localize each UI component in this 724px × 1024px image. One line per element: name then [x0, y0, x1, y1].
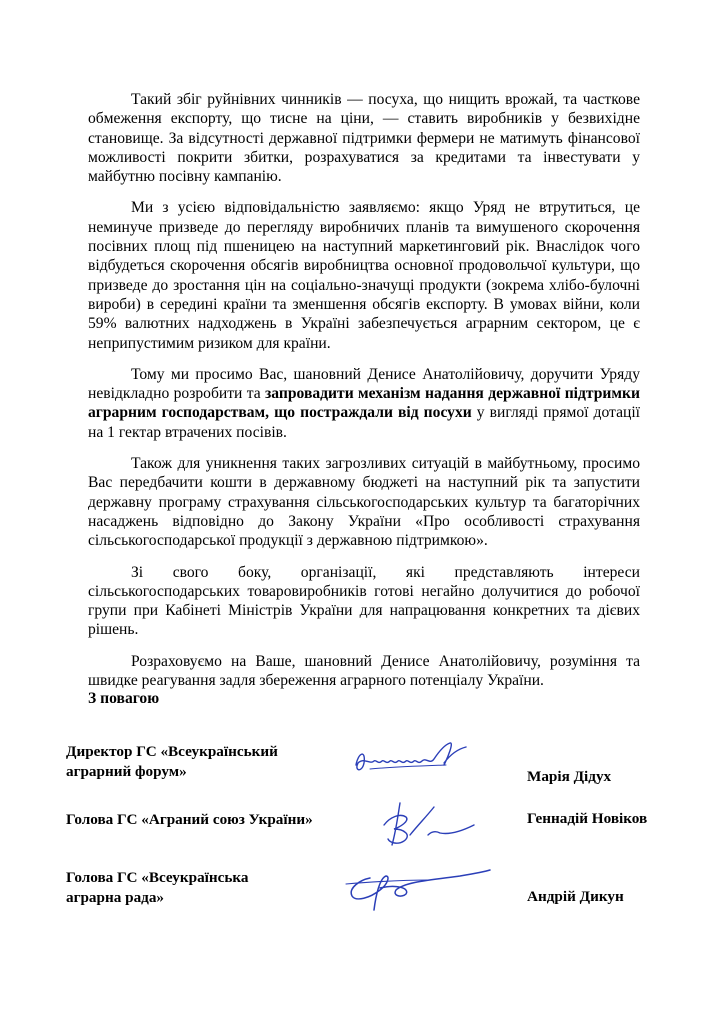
- paragraph-1: Такий збіг руйнівних чинників — посуха, що нищить врожай, та часткове обмеження експорту, що тисне на ціни, — ставить виробників у безвихідне становище. За відсутності державної підтримки фермери не матимуть фінансової можливості покрити збитки, розрахуватися за кредитами та інвестувати у майбутню посівну кампанію.: [88, 91, 640, 186]
- signatory-2-name: Геннадій Новіков: [527, 810, 648, 827]
- signature-1-icon: [350, 735, 475, 785]
- signatory-1-name: Марія Дідух: [527, 768, 612, 785]
- letter-body: [88, 90, 640, 702]
- paragraph-5: Зі свого боку, організації, які представляють інтереси сільськогосподарських товаровиробників готові негайно долучитися до робочої групи при Кабінеті Міністрів України для напрацювання конкретних та дієвих рішень.: [88, 563, 640, 639]
- signatory-2-title: Голова ГС «Аграний союз України»: [66, 811, 313, 828]
- signature-2-icon: [370, 795, 480, 850]
- signatory-3-name: Андрій Дикун: [527, 888, 624, 905]
- paragraph-3: Тому ми просимо Вас, шановний Денисе Анатолійовичу, доручити Уряду невідкладно розробити та запровадити механізм надання державної підтримки аграрним господарствам, що постраждали від посухи у вигляді прямої дотації на 1 гектар втрачених посівів.: [88, 365, 640, 441]
- paragraph-6: Розраховуємо на Ваше, шановний Денисе Анатолійовичу, розуміння та швидке реагування задля збереження аграрного потенціалу України.: [88, 652, 640, 690]
- paragraph-2: Ми з усією відповідальністю заявляємо: якщо Уряд не втрутиться, це неминуче призведе до перегляду виробничих планів та вимушеного скорочення посівних площ під пшеницею на наступний маркетинговий рік. Внаслідок чого відбудеться скорочення обсягів виробництва основної продовольчої культури, що призведе до зростання цін на соціально-значущі продукти (зокрема хлібо-булочні вироби) в середині країни та зменшення обсягів експорту. В умовах війни, коли 59% валютних надходжень в Україні забезпечується аграрним сектором, це є неприпустимим ризиком для країни.: [88, 199, 640, 352]
- bold-request: запровадити механізм надання державної підтримки аграрним господарствам, що постраждали від посухи: [88, 385, 640, 422]
- signatory-3-title: Голова ГС «Всеукраїнська аграрна рада»: [66, 869, 249, 906]
- closing-salutation: З повагою: [88, 690, 160, 707]
- paragraph-4: Також для уникнення таких загрозливих ситуацій в майбутньому, просимо Вас передбачити кошти в державному бюджеті на наступний рік та запустити державну програму страхування сільськогосподарських культур та багаторічних насаджень відповідно до Закону України «Про особливості страхування сільськогосподарської продукції з державною підтримкою».: [88, 455, 640, 550]
- signatory-1-title: Директор ГС «Всеукраїнський аграрний форум»: [66, 743, 278, 780]
- signature-3-icon: [340, 858, 495, 918]
